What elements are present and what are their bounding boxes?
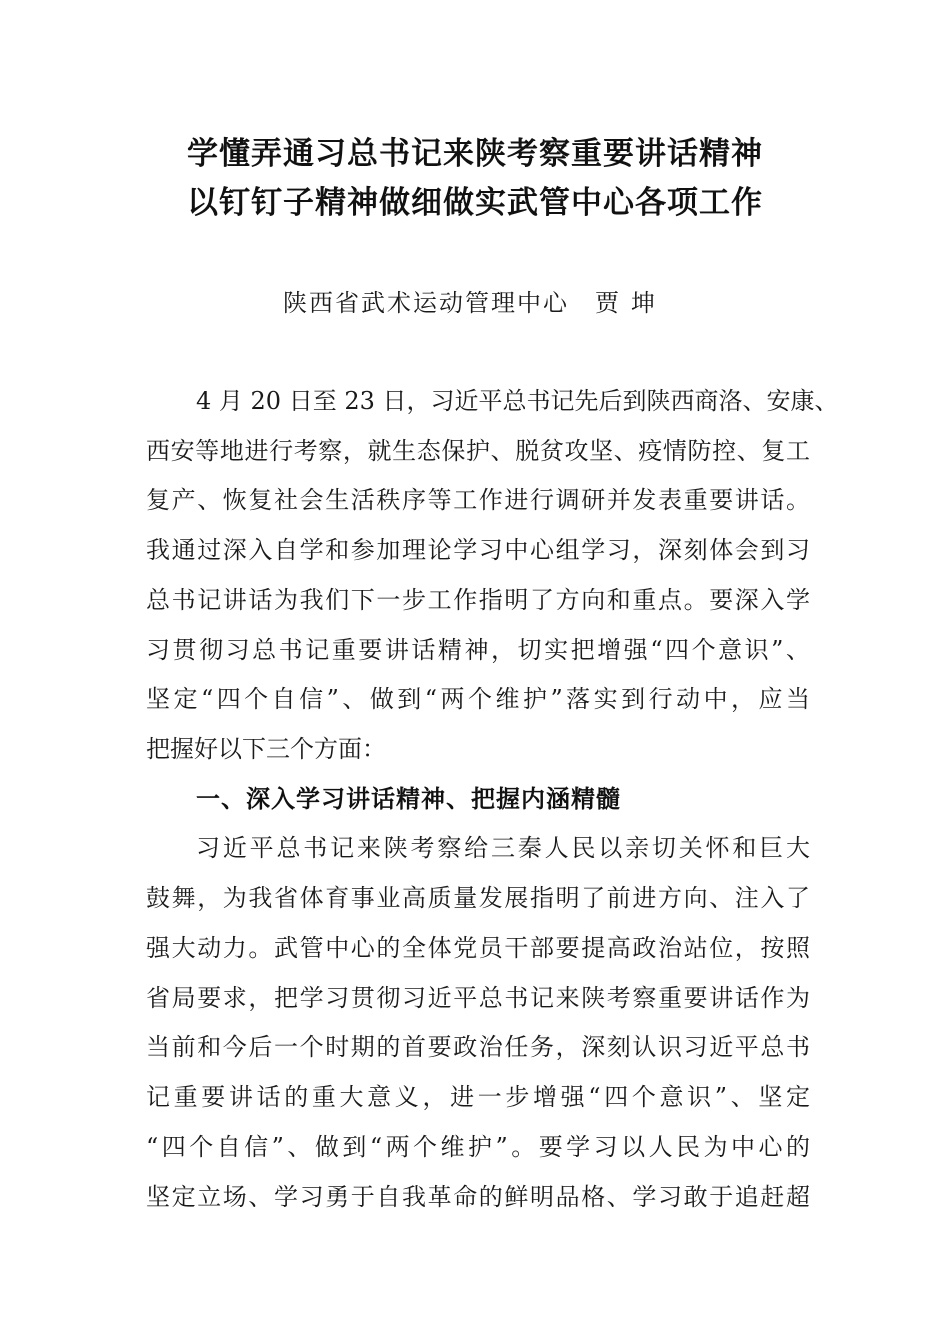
paragraph-1-line: 西安等地进行考察，就生态保护、脱贫攻坚、疫情防控、复工 [146, 437, 810, 465]
byline-organization: 陕西省武术运动管理中心 [283, 289, 569, 317]
byline [0, 283, 950, 318]
paragraph-1-line: 坚定“四个自信”、做到“两个维护”落实到行动中，应当 [146, 685, 810, 713]
section-heading: 一、深入学习讲话精神、把握内涵精髓 [196, 785, 621, 813]
byline-author: 贾坤 [595, 289, 667, 317]
paragraph-1-line: 4 月 20 日至 23 日，习近平总书记先后到陕西商洛、安康、 [196, 387, 839, 415]
paragraph-2-line: 强大动力。武管中心的全体党员干部要提高政治站位，按照 [146, 934, 810, 962]
paragraph-2-line: 鼓舞，为我省体育事业高质量发展指明了前进方向、注入了 [146, 884, 810, 912]
paragraph-2-line: 省局要求，把学习贯彻习近平总书记来陕考察重要讲话作为 [146, 984, 810, 1012]
paragraph-1-line: 把握好以下三个方面： [146, 735, 386, 763]
paragraph-1-line: 总书记讲话为我们下一步工作指明了方向和重点。要深入学 [146, 586, 810, 614]
document-title-line-1: 学懂弄通习总书记来陕考察重要讲话精神 [187, 136, 763, 172]
paragraph-1-line: 复产、恢复社会生活秩序等工作进行调研并发表重要讲话。 [146, 486, 810, 514]
paragraph-2-line: 习近平总书记来陕考察给三秦人民以亲切关怀和巨大 [196, 834, 810, 862]
paragraph-2-line: “四个自信”、做到“两个维护”。要学习以人民为中心的 [146, 1133, 810, 1161]
paragraph-2-line: 当前和今后一个时期的首要政治任务，深刻认识习近平总书 [146, 1033, 810, 1061]
paragraph-1-line: 习贯彻习总书记重要讲话精神，切实把增强“四个意识”、 [146, 636, 810, 664]
paragraph-2-line: 坚定立场、学习勇于自我革命的鲜明品格、学习敢于追赶超 [146, 1183, 810, 1211]
paragraph-2-line: 记重要讲话的重大意义，进一步增强“四个意识”、坚定 [146, 1083, 810, 1111]
document-title-line-2: 以钉钉子精神做细做实武管中心各项工作 [187, 185, 763, 221]
paragraph-1-line: 我通过深入自学和参加理论学习中心组学习，深刻体会到习 [146, 536, 810, 564]
